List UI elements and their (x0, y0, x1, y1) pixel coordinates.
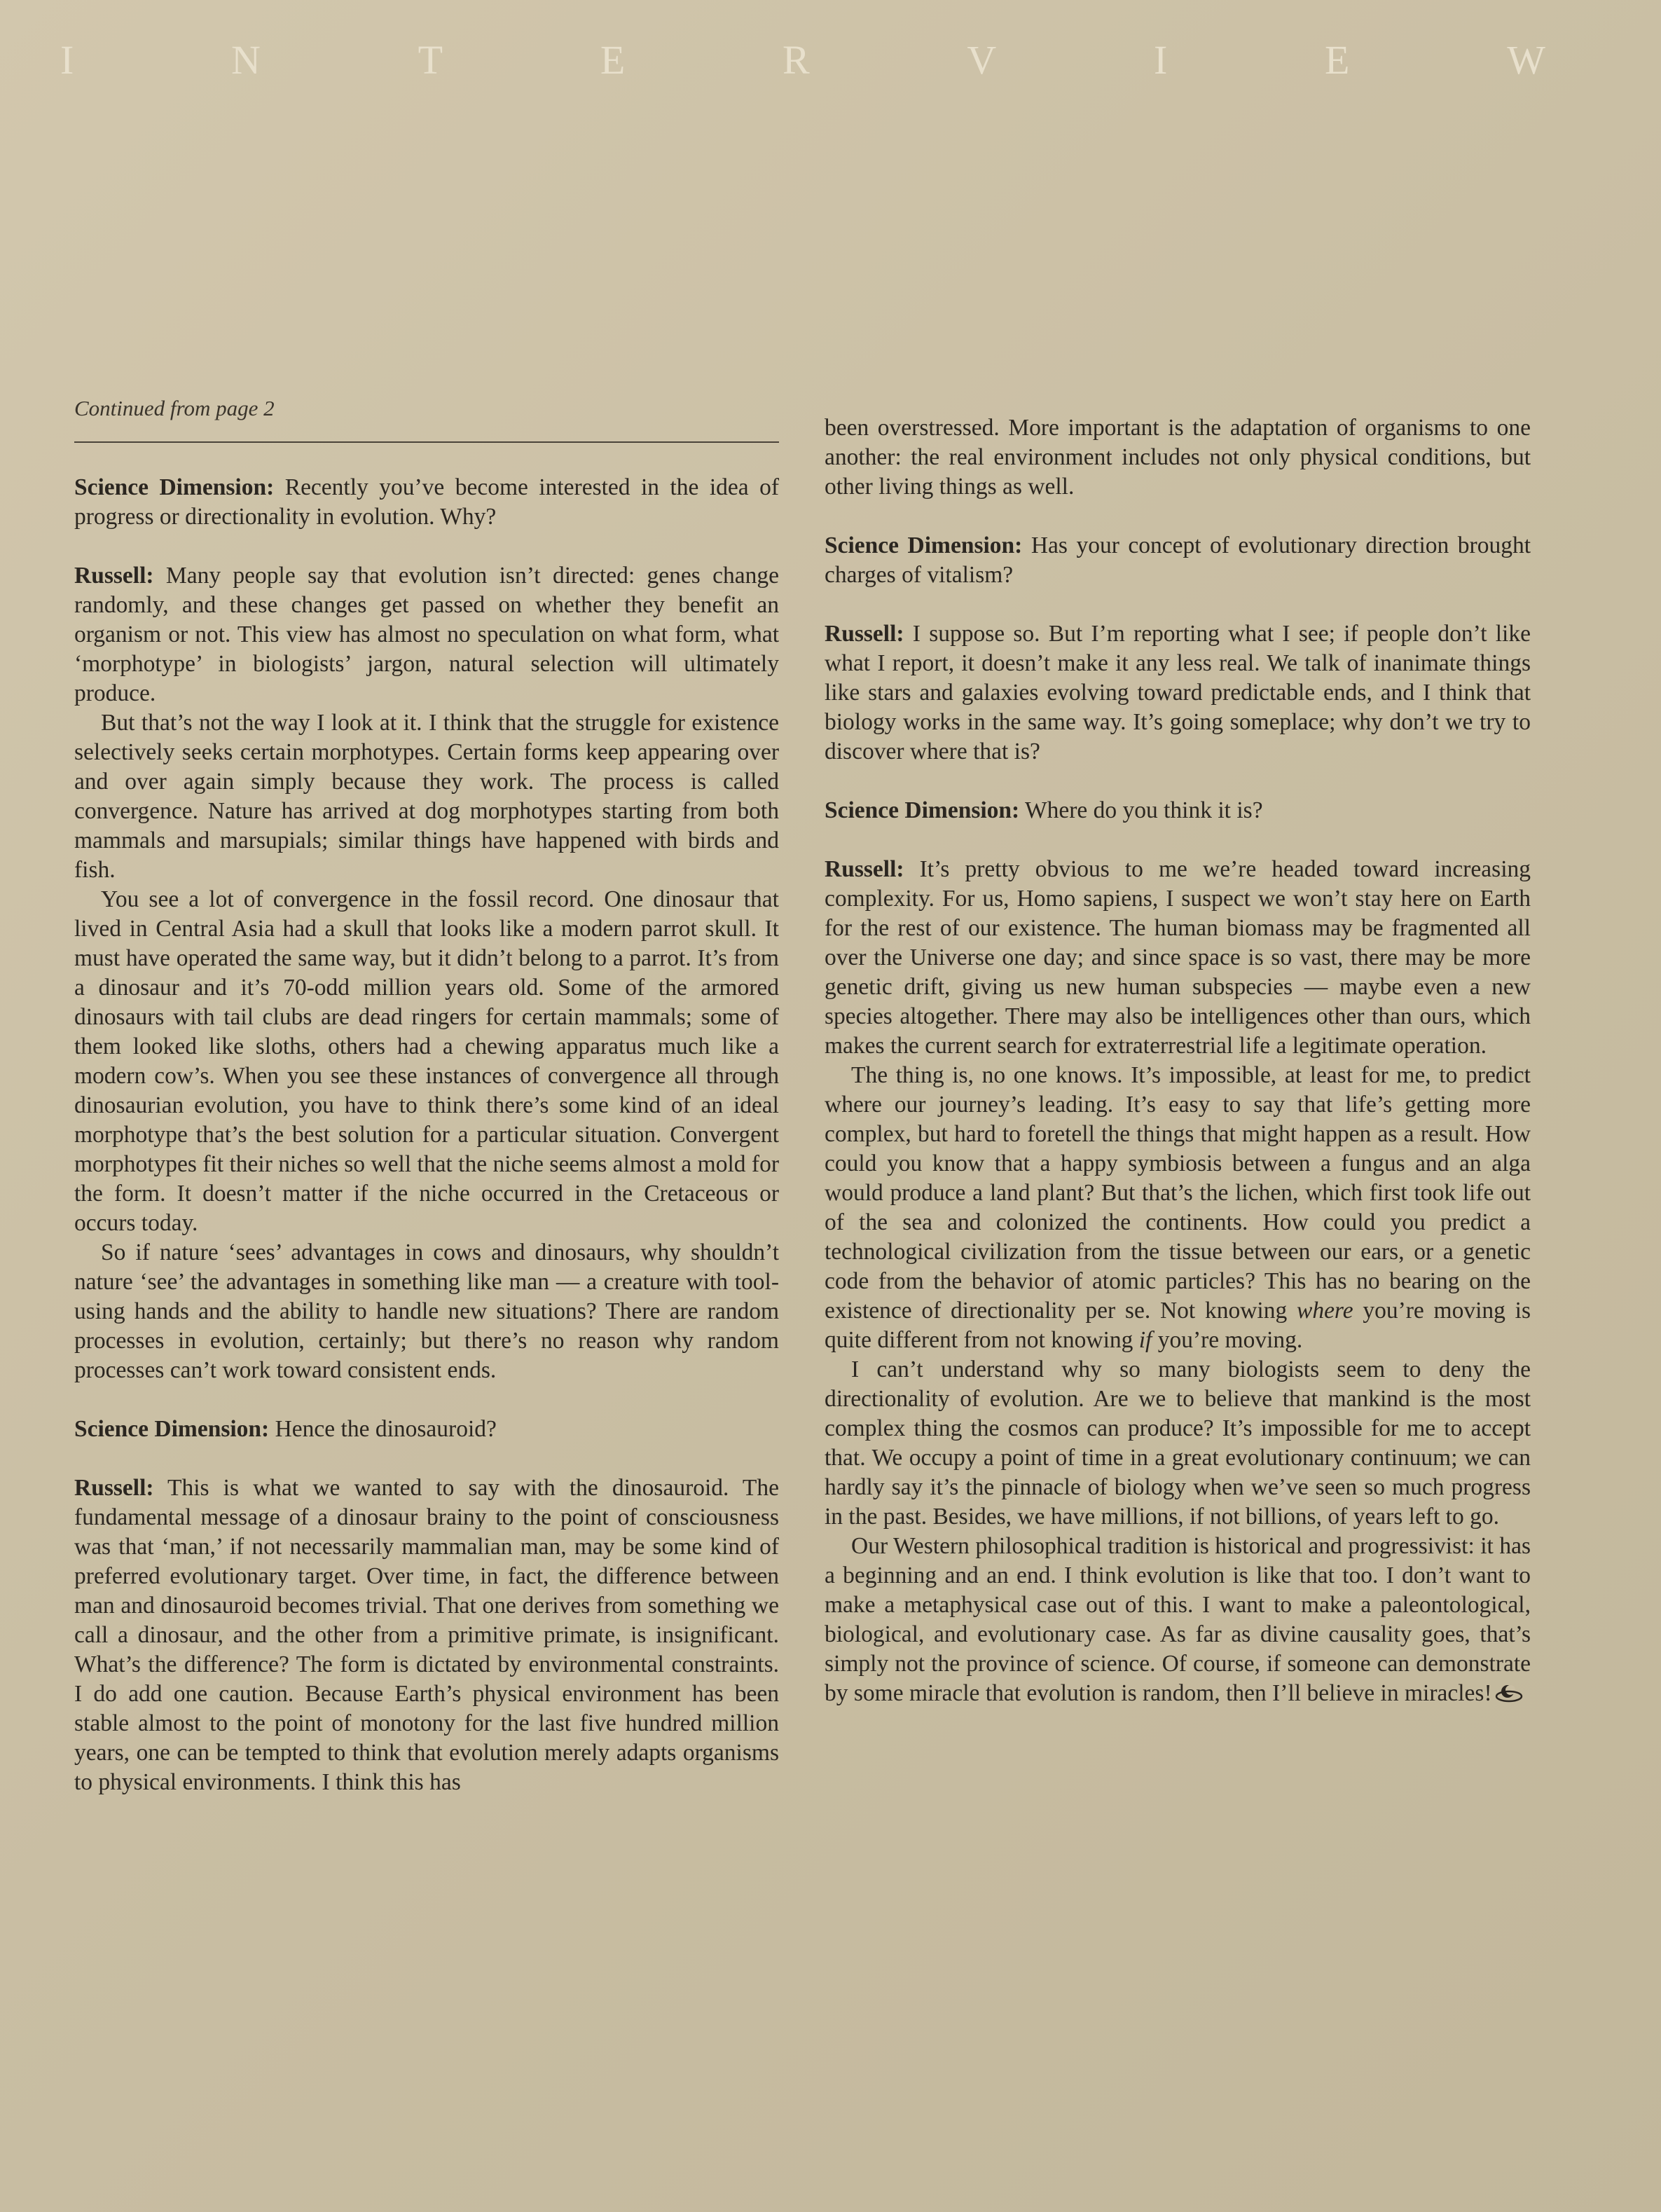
speaker-label: Science Dimension: (825, 797, 1020, 823)
masthead-letter: E (600, 37, 626, 83)
paragraph-text: So if nature ‘sees’ advantages in cows and dinosaurs, why shouldn’t nature ‘see’ the advantages in something like man — a creature with tool-using hands and the ability to handle new situations? There are random processes in evolution, certainly; but there’s no reason why random processes can’t work toward consistent ends. (74, 1239, 779, 1383)
speaker-label: Russell: (74, 563, 154, 589)
paragraph-text: Recently you’ve become interested in the idea of progress or directionality in evolution. Why? (74, 474, 779, 530)
speaker-label: Russell: (825, 621, 904, 647)
science-dimension-logo-icon (1495, 1682, 1523, 1703)
masthead-letter: I (60, 37, 74, 83)
paragraph-text: Has your concept of evolutionary direction brought charges of vitalism? (825, 533, 1531, 588)
masthead-letter: E (1325, 37, 1350, 83)
divider (74, 441, 779, 443)
right-column (825, 413, 1531, 1708)
speaker-paragraph (74, 1415, 779, 1444)
paragraph-text: The thing is, no one knows. It’s impossible, at least for me, to predict where our journey’s leading. It’s easy to say that life’s getting more complex, but hard to foretell the things that might happen as a result. How could you know that a happy symbiosis between a fungus and an alga would produce a land plant? But that’s the lichen, which first took life out of the sea and colonized the continents. How could you predict a technological civilization from the tissue between our ears, or a genetic code from the behavior of atomic particles? This has no bearing on the existence of directionality per se. Not knowing where you’re moving is quite different from not knowing if you’re moving. (825, 1062, 1531, 1353)
speaker-paragraph (74, 561, 779, 708)
speaker-paragraph (825, 619, 1531, 767)
body-paragraph (825, 1061, 1531, 1355)
speaker-label: Science Dimension: (74, 474, 275, 500)
masthead-letter: V (967, 37, 997, 83)
paragraph-text: I suppose so. But I’m reporting what I see; if people don’t like what I report, it doesn’t make it any less real. We talk of inanimate things like stars and galaxies evolving toward predictable ends, and I think that biology works in the same way. It’s going someplace; why don’t we try to discover where that is? (825, 621, 1531, 764)
speaker-label: Science Dimension: (825, 533, 1023, 558)
masthead-letter: T (418, 37, 443, 83)
speaker-paragraph (825, 531, 1531, 590)
paragraph-text: You see a lot of convergence in the fossil record. One dinosaur that lived in Central Asia had a skull that looks like a modern parrot skull. It must have operated the same way, but it didn’t belong to a parrot. It’s from a dinosaur and it’s 70-odd million years old. Some of the armored dinosaurs with tail clubs are dead ringers for certain mammals; some of them looked like sloths, others had a chewing apparatus much like a modern cow’s. When you see these instances of convergence all through dinosaurian evolution, you have to think there’s some kind of an ideal morphotype that’s the best solution for a particular situation. Convergent morphotypes fit their niches so well that the niche seems almost a mold for the form. It doesn’t matter if the niche occurred in the Cretaceous or occurs today. (74, 886, 779, 1236)
paragraph-text: It’s pretty obvious to me we’re headed toward increasing complexity. For us, Homo sapiens, I suspect we won’t stay here on Earth for the rest of our existence. The human biomass may be fragmented all over the Universe one day; and since space is so vast, there may be more genetic drift, giving us new human subspecies — maybe even a new species altogether. There may also be intelligences other than ours, which makes the current search for extraterrestrial life a legitimate operation. (825, 856, 1531, 1059)
speaker-paragraph (825, 855, 1531, 1061)
paragraph-text: been overstressed. More important is the adaptation of organisms to one another: the real environment includes not only physical conditions, but other living things as well. (825, 415, 1531, 500)
speaker-label: Russell: (825, 856, 904, 882)
paragraph-text: But that’s not the way I look at it. I think that the struggle for existence selectively seeks certain morphotypes. Certain forms keep appearing over and over again simply because they work. The process is called convergence. Nature has arrived at dog morphotypes starting from both mammals and marsupials; similar things have happened with birds and fish. (74, 710, 779, 883)
paragraph-text: Our Western philosophical tradition is historical and progressivist: it has a beginning and an end. I think evolution is like that too. I don’t want to make a metaphysical case out of this. I want to make a paleontological, biological, and evolutionary case. As far as divine causality goes, that’s simply not the province of science. Of course, if someone can demonstrate by some miracle that evolution is random, then I’ll believe in miracles! (825, 1533, 1531, 1706)
speaker-label: Russell: (74, 1475, 154, 1501)
body-paragraph (74, 1238, 779, 1385)
speaker-paragraph (825, 796, 1531, 825)
paragraph-text: Many people say that evolution isn’t directed: genes change randomly, and these changes get passed on whether they benefit an organism or not. This view has almost no speculation on what form, what ‘morphotype’ in biologists’ jargon, natural selection will ultimately produce. (74, 563, 779, 706)
masthead-letter: R (782, 37, 810, 83)
body-paragraph (74, 885, 779, 1238)
left-column (74, 473, 779, 1797)
speaker-paragraph (74, 1473, 779, 1797)
body-paragraph (825, 413, 1531, 502)
body-paragraph (825, 1532, 1531, 1708)
masthead-letter: I (1153, 37, 1168, 83)
speaker-label: Science Dimension: (74, 1416, 270, 1442)
paragraph-text: This is what we wanted to say with the dinosauroid. The fundamental message of a dinosaur brainy to the point of consciousness was that ‘man,’ if not necessarily mammalian man, may be some kind of preferred evolutionary target. Over time, in fact, the difference between man and dinosauroid becomes trivial. That one derives from something we call a dinosaur, and the other from a primitive primate, is insignificant. What’s the difference? The form is dictated by environmental constraints. I do add one caution. Because Earth’s physical environment has been stable almost to the point of monotony for the last five hundred million years, one can be tempted to think that evolution merely adapts organisms to physical environments. I think this has (74, 1475, 779, 1795)
paragraph-text: I can’t understand why so many biologists seem to deny the directionality of evolution. Are we to believe that mankind is the most complex thing the cosmos can produce? It’s impossible for me to accept that. We occupy a point of time in a great evolutionary continuum; we can hardly say it’s the pinnacle of biology when we’ve seen so much progress in the past. Besides, we have millions, if not billions, of years left to go. (825, 1356, 1531, 1530)
paragraph-text: Where do you think it is? (1019, 797, 1263, 823)
masthead-letter: N (231, 37, 261, 83)
masthead-letter: W (1507, 37, 1545, 83)
paragraph-text: Hence the dinosauroid? (269, 1416, 497, 1442)
body-paragraph (825, 1355, 1531, 1532)
masthead (60, 36, 1545, 83)
body-paragraph (74, 708, 779, 885)
speaker-paragraph (74, 473, 779, 532)
continued-note: Continued from page 2 (74, 396, 275, 420)
